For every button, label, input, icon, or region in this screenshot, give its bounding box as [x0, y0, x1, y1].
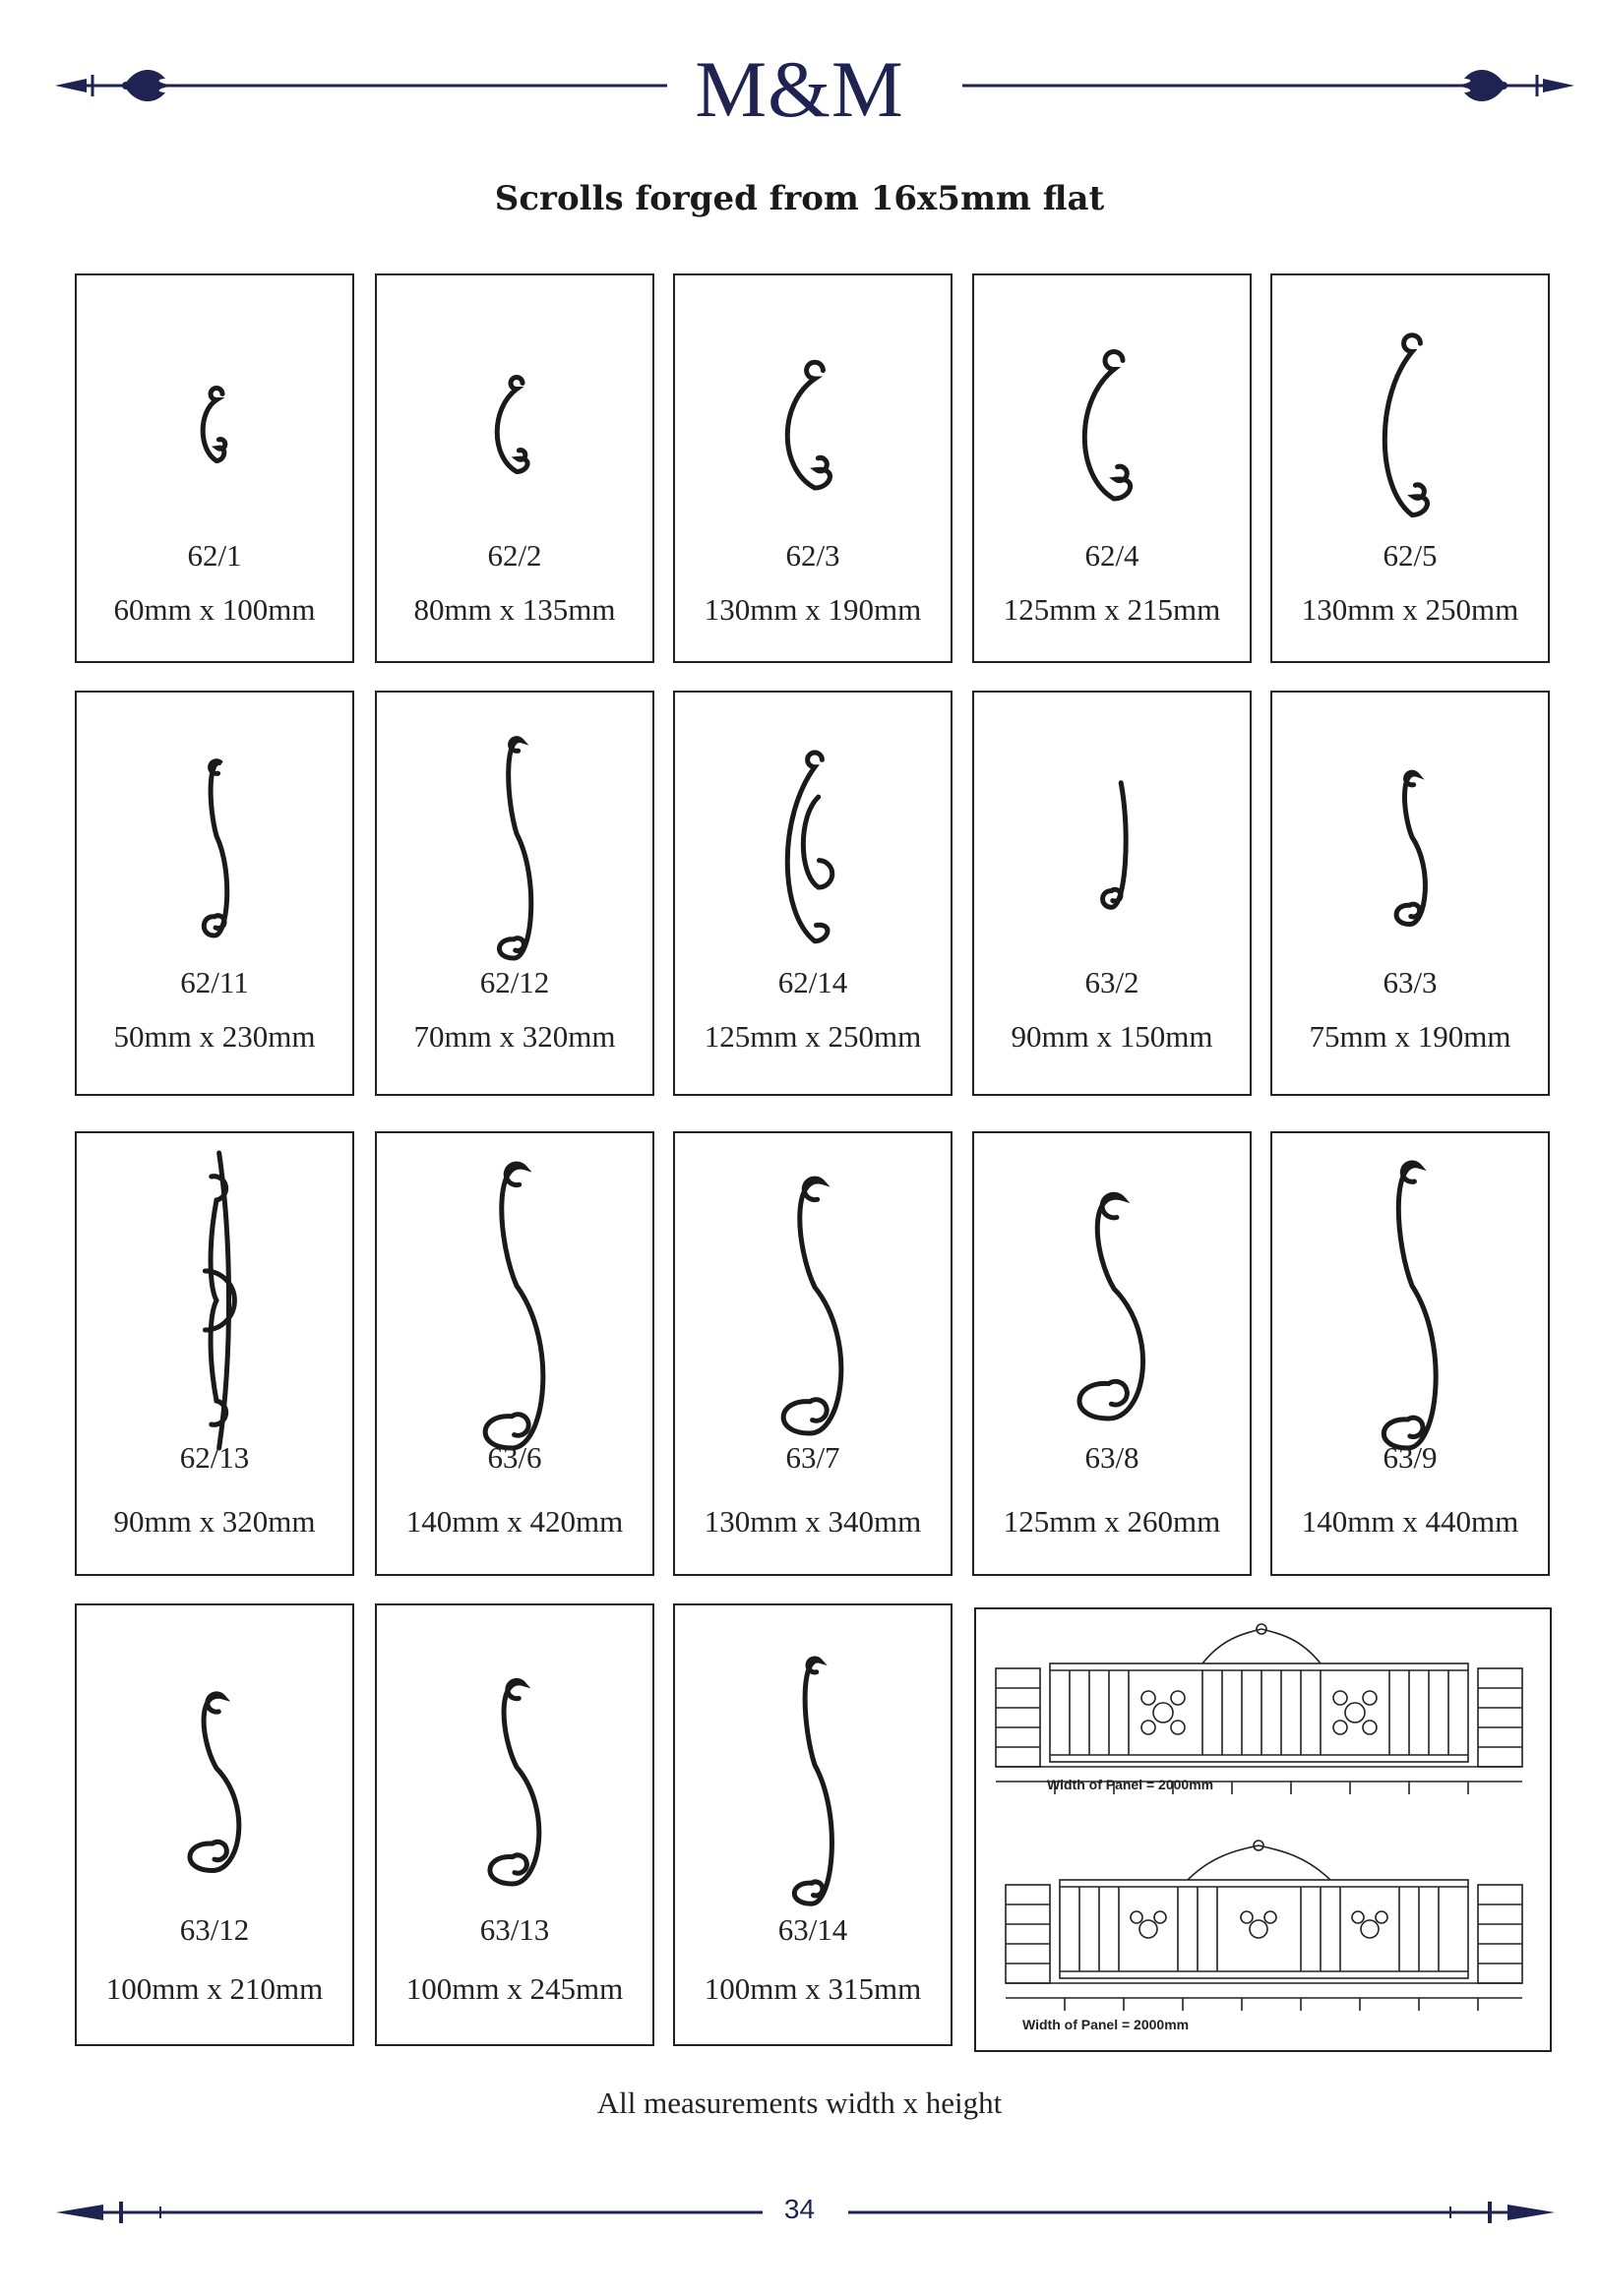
gate-panel-drawing-bottom [976, 1836, 1550, 2032]
footer-right-arrow-ornament-icon [848, 2196, 1557, 2229]
product-code: 62/2 [487, 538, 542, 573]
panel-caption-bottom: Width of Panel = 2000mm [1022, 2017, 1190, 2032]
product-card [75, 1603, 354, 2046]
product-card [75, 1131, 354, 1576]
product-card [972, 1131, 1252, 1576]
product-code: 63/7 [785, 1440, 840, 1475]
measurement-note: All measurements width x height [596, 2085, 1003, 2120]
product-card [375, 273, 654, 663]
brand-title: M&M [695, 44, 904, 134]
product-dimensions: 130mm x 340mm [704, 1504, 922, 1539]
product-dimensions: 80mm x 135mm [413, 592, 616, 627]
product-dimensions: 100mm x 315mm [704, 1971, 922, 2006]
product-dimensions: 125mm x 260mm [1003, 1504, 1221, 1539]
product-card [972, 273, 1252, 663]
product-dimensions: 100mm x 210mm [105, 1971, 324, 2006]
product-card [673, 691, 953, 1096]
header [0, 39, 1599, 134]
product-dimensions: 125mm x 215mm [1003, 592, 1221, 627]
product-card [673, 1131, 953, 1576]
product-dimensions: 130mm x 250mm [1301, 592, 1519, 627]
product-code: 63/6 [487, 1440, 542, 1475]
product-card [75, 691, 354, 1096]
panel-caption-top: Width of Panel = 2000mm [1047, 1777, 1214, 1792]
product-code: 63/13 [479, 1912, 550, 1947]
product-dimensions: 60mm x 100mm [113, 592, 316, 627]
product-code: 63/8 [1084, 1440, 1139, 1475]
product-dimensions: 130mm x 190mm [704, 592, 922, 627]
product-card [375, 691, 654, 1096]
product-code: 62/13 [179, 1440, 250, 1475]
product-card [375, 1131, 654, 1576]
gate-panel-illustration [974, 1607, 1552, 2052]
product-card [1270, 273, 1550, 663]
product-code: 62/14 [777, 965, 848, 999]
product-card [673, 273, 953, 663]
product-code: 62/3 [785, 538, 840, 573]
product-code: 63/9 [1383, 1440, 1438, 1475]
product-dimensions: 90mm x 320mm [113, 1504, 316, 1539]
product-code: 62/5 [1383, 538, 1438, 573]
product-code: 62/11 [180, 965, 249, 999]
product-card [1270, 1131, 1550, 1576]
product-code: 63/12 [179, 1912, 250, 1947]
product-dimensions: 70mm x 320mm [413, 1019, 616, 1054]
product-dimensions: 140mm x 420mm [405, 1504, 624, 1539]
page-number: 34 [783, 2194, 816, 2224]
product-card [972, 691, 1252, 1096]
product-code: 63/2 [1084, 965, 1139, 999]
product-dimensions: 100mm x 245mm [405, 1971, 624, 2006]
product-code: 62/1 [187, 538, 242, 573]
product-dimensions: 125mm x 250mm [704, 1019, 922, 1054]
product-dimensions: 75mm x 190mm [1309, 1019, 1511, 1054]
page-subtitle: Scrolls forged from 16x5mm flat [494, 179, 1105, 218]
product-code: 63/14 [777, 1912, 848, 1947]
product-code: 62/12 [479, 965, 550, 999]
product-card [75, 273, 354, 663]
product-dimensions: 90mm x 150mm [1011, 1019, 1213, 1054]
product-dimensions: 50mm x 230mm [113, 1019, 316, 1054]
product-code: 63/3 [1383, 965, 1438, 999]
product-card [1270, 691, 1550, 1096]
product-card [375, 1603, 654, 2046]
product-dimensions: 140mm x 440mm [1301, 1504, 1519, 1539]
product-code: 62/4 [1084, 538, 1139, 573]
header-right-arrow-ornament-icon [953, 61, 1582, 110]
product-card [673, 1603, 953, 2046]
